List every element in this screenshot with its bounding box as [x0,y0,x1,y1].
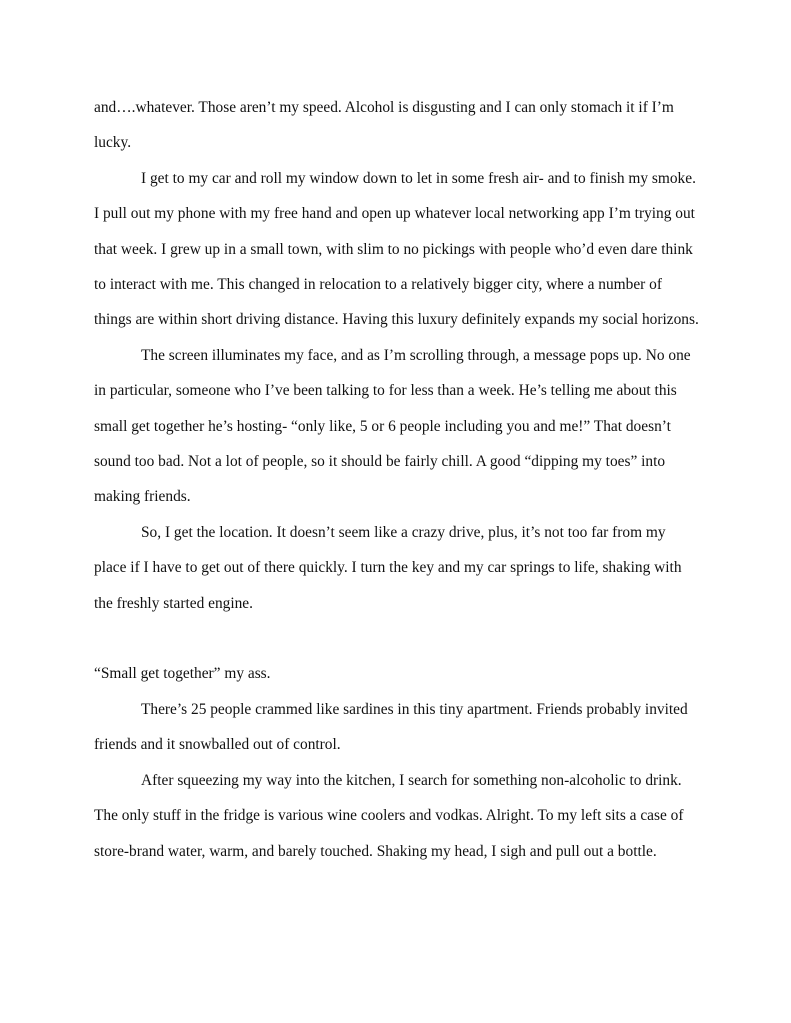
document-body [94,90,699,869]
paragraph-2: I get to my car and roll my window down to let in some fresh air- and to finish my smoke. I pull out my phone with my free hand and open up whatever local networking app I’m trying out that week. I grew up in a small town, with slim to no pickings with people who’d even dare think to interact with me. This changed in relocation to a relatively bigger city, where a number of things are within short driving distance. Having this luxury definitely expands my social horizons. [94,169,699,329]
paragraph-7: After squeezing my way into the kitchen, I search for something non-alcoholic to drink. The only stuff in the fridge is various wine coolers and vodkas. Alright. To my left sits a case of store-brand water, warm, and barely touched. Shaking my head, I sigh and pull out a bottle. [94,771,684,860]
paragraph-1: and….whatever. Those aren’t my speed. Alcohol is disgusting and I can only stomach it if I’m lucky. [94,99,674,152]
section-break [94,621,699,656]
paragraph-6: There’s 25 people crammed like sardines in this tiny apartment. Friends probably invited friends and it snowballed out of control. [94,700,688,754]
paragraph-3: The screen illuminates my face, and as I’m scrolling through, a message pops up. No one in particular, someone who I’ve been talking to for less than a week. He’s telling me about this small get together he’s hosting- “only like, 5 or 6 people including you and me!” That doesn’t sound too bad. Not a lot of people, so it should be fairly chill. A good “dipping my toes” into making friends. [94,346,691,506]
paragraph-5: “Small get together” my ass. [94,665,271,683]
paragraph-4: So, I get the location. It doesn’t seem like a crazy drive, plus, it’s not too far from my place if I have to get out of there quickly. I turn the key and my car springs to life, shaking with the freshly started engine. [94,523,682,612]
